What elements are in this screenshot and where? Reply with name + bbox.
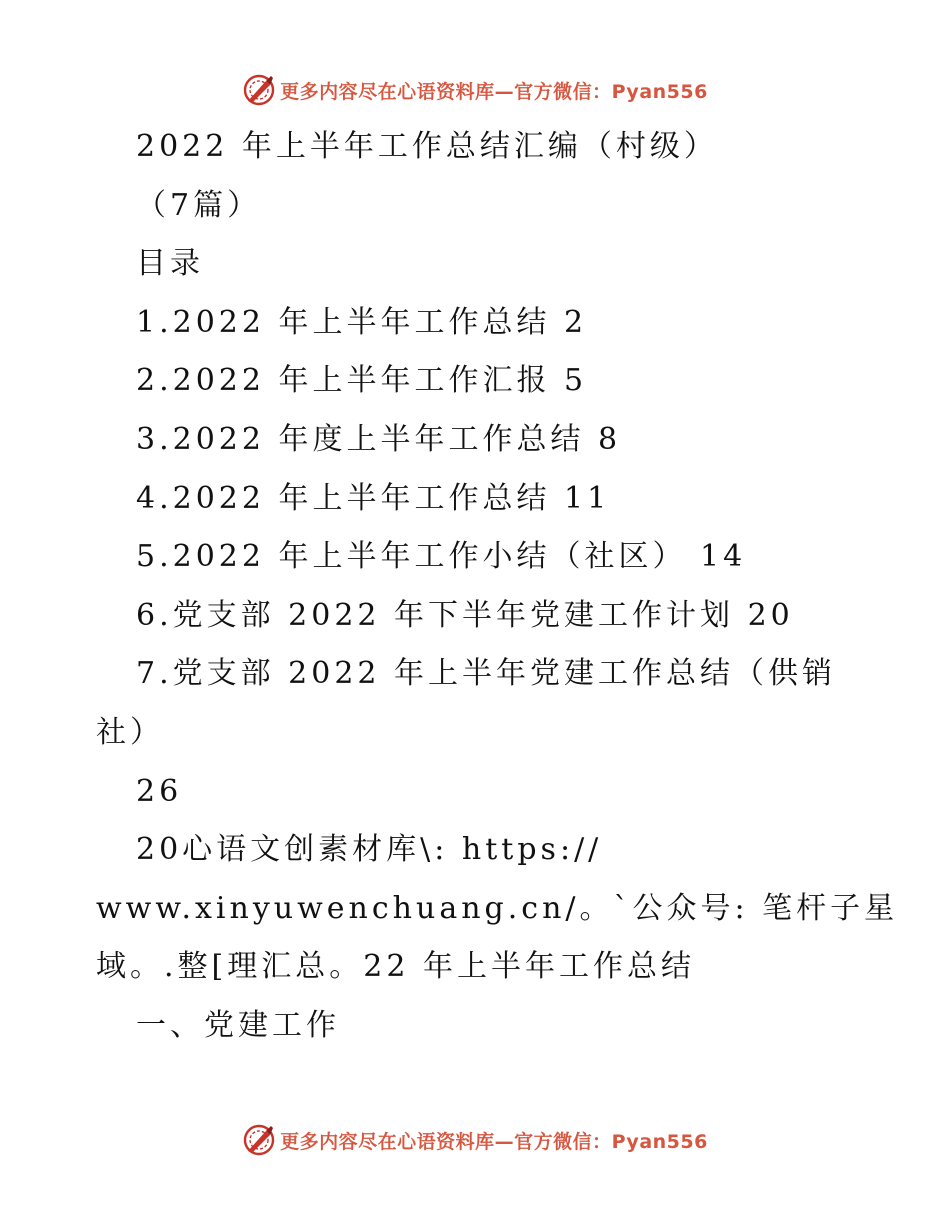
header-watermark-banner bbox=[0, 70, 950, 110]
body-line-2: www.xinyuwenchuang.cn/。`公众号: 笔杆子星 bbox=[96, 890, 899, 926]
footer-watermark-banner bbox=[0, 1120, 950, 1160]
watermark-text: 更多内容尽在心语资料库—官方微信：Pyan556 bbox=[280, 80, 708, 103]
document-title: 2022 年上半年工作总结汇编（村级） bbox=[136, 129, 718, 164]
pen-nib-icon bbox=[242, 73, 276, 107]
toc-item-7-continued: 社） bbox=[96, 714, 164, 750]
toc-item-1: 1.2022 年上半年工作总结 2 bbox=[136, 304, 588, 340]
watermark-text: 更多内容尽在心语资料库—官方微信：Pyan556 bbox=[280, 1130, 708, 1153]
toc-item-4: 4.2022 年上半年工作总结 11 bbox=[136, 480, 611, 516]
body-line-3: 域。.整[理汇总。22 年上半年工作总结 bbox=[96, 949, 695, 985]
toc-heading: 目录 bbox=[136, 246, 204, 282]
toc-item-7: 7.党支部 2022 年上半年党建工作总结（供销 bbox=[136, 656, 837, 692]
toc-item-5: 5.2022 年上半年工作小结（社区） 14 bbox=[136, 539, 747, 575]
document-body bbox=[96, 118, 899, 1056]
section-heading: 一、党建工作 bbox=[136, 1007, 340, 1043]
pen-nib-icon bbox=[242, 1123, 276, 1157]
document-subtitle: （7篇） bbox=[136, 187, 262, 223]
toc-item-7-page: 26 bbox=[136, 773, 183, 809]
toc-item-3: 3.2022 年度上半年工作总结 8 bbox=[136, 421, 622, 457]
toc-item-2: 2.2022 年上半年工作汇报 5 bbox=[136, 363, 588, 399]
body-line-1: 20心语文创素材库\: https:// bbox=[136, 832, 603, 868]
toc-item-6: 6.党支部 2022 年下半年党建工作计划 20 bbox=[136, 597, 794, 633]
